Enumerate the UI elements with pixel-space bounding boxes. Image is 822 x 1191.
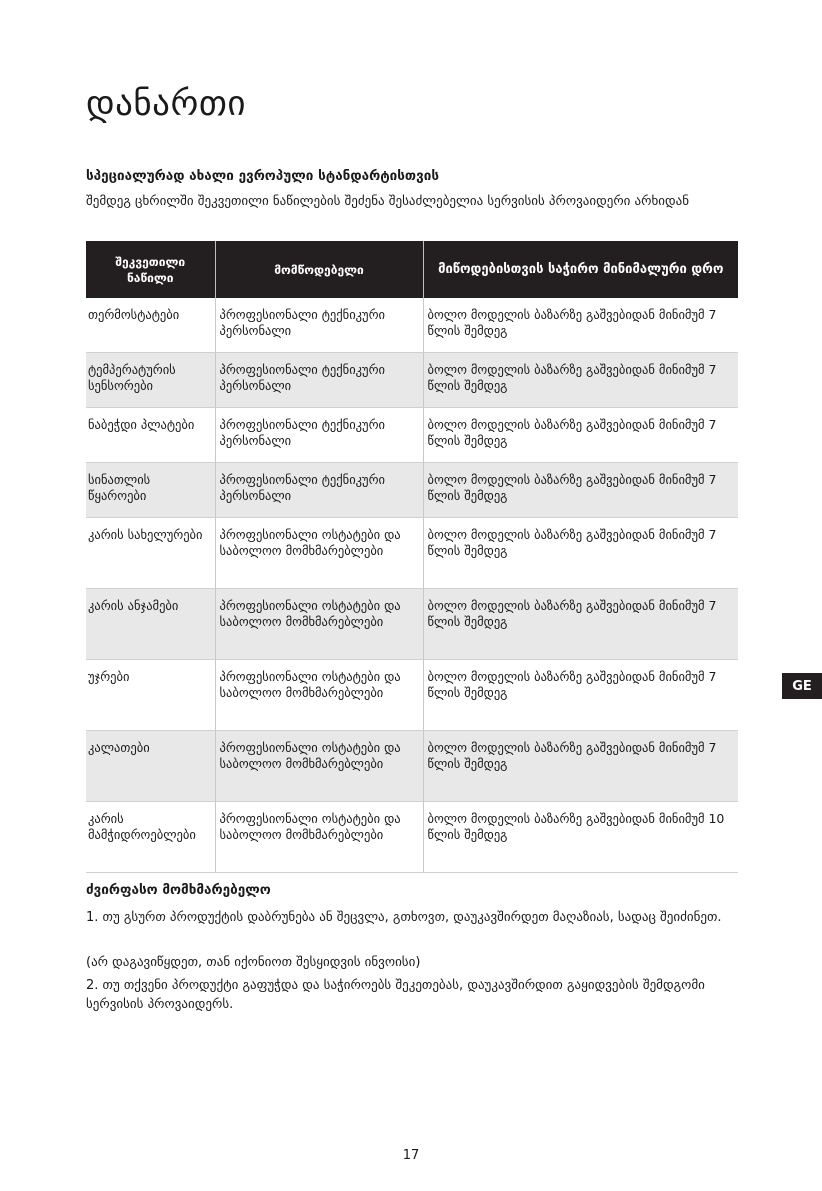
table-row — [86, 353, 738, 408]
table-row — [86, 660, 738, 731]
cell-supplier: პროფესიონალი ოსტატები და საბოლოო მომხმარებლები — [215, 518, 423, 589]
table-header-row — [86, 241, 738, 298]
cell-min-time: ბოლო მოდელის ბაზარზე გაშვებიდან მინიმუმ 7 წლის შემდეგ — [423, 589, 738, 660]
header-supplier: მომწოდებელი — [215, 241, 423, 298]
intro-paragraph: შემდეგ ცხრილში შეკვეთილი ნაწილების შეძენა შესაძლებელია სერვისის პროვაიდერი არხიდან — [86, 194, 690, 209]
cell-min-time: ბოლო მოდელის ბაზარზე გაშვებიდან მინიმუმ 7 წლის შემდეგ — [423, 298, 738, 353]
table-row — [86, 589, 738, 660]
cell-part: ნაბეჭდი პლატები — [86, 408, 215, 463]
page-number: 17 — [402, 1148, 420, 1163]
table-row — [86, 802, 738, 873]
cell-min-time: ბოლო მოდელის ბაზარზე გაშვებიდან მინიმუმ 7 წლის შემდეგ — [423, 408, 738, 463]
cell-min-time: ბოლო მოდელის ბაზარზე გაშვებიდან მინიმუმ 7 წლის შემდეგ — [423, 518, 738, 589]
table-row — [86, 408, 738, 463]
language-tab: GE — [782, 673, 822, 699]
cell-supplier: პროფესიონალი ოსტატები და საბოლოო მომხმარებლები — [215, 802, 423, 873]
faq-note: (არ დაგავიწყდეთ, თან იქონიოთ შესყიდვის ინვოისი) — [86, 955, 421, 970]
faq-heading: ძვირფასო მომხმარებელო — [86, 882, 271, 898]
table-row — [86, 298, 738, 353]
cell-supplier: პროფესიონალი ტექნიკური პერსონალი — [215, 353, 423, 408]
cell-part: კარის ანჯამები — [86, 589, 215, 660]
section-heading: სპეციალურად ახალი ევროპული სტანდარტისთვის — [86, 168, 439, 184]
spare-parts-table — [86, 241, 738, 873]
cell-min-time: ბოლო მოდელის ბაზარზე გაშვებიდან მინიმუმ 7 წლის შემდეგ — [423, 731, 738, 802]
cell-supplier: პროფესიონალი ტექნიკური პერსონალი — [215, 408, 423, 463]
cell-supplier: პროფესიონალი ოსტატები და საბოლოო მომხმარებლები — [215, 731, 423, 802]
cell-min-time: ბოლო მოდელის ბაზარზე გაშვებიდან მინიმუმ 7 წლის შემდეგ — [423, 463, 738, 518]
cell-supplier: პროფესიონალი ოსტატები და საბოლოო მომხმარებლები — [215, 660, 423, 731]
cell-part: სინათლის წყაროები — [86, 463, 215, 518]
header-min-time: მიწოდებისთვის საჭირო მინიმალური დრო — [423, 241, 738, 298]
cell-min-time: ბოლო მოდელის ბაზარზე გაშვებიდან მინიმუმ 7 წლის შემდეგ — [423, 353, 738, 408]
page-title: დანართი — [86, 84, 246, 124]
cell-part: ტემპერატურის სენსორები — [86, 353, 215, 408]
table-row — [86, 731, 738, 802]
cell-part: კალათები — [86, 731, 215, 802]
cell-part: კარის სახელურები — [86, 518, 215, 589]
cell-supplier: პროფესიონალი ტექნიკური პერსონალი — [215, 463, 423, 518]
cell-supplier: პროფესიონალი ტექნიკური პერსონალი — [215, 298, 423, 353]
cell-min-time: ბოლო მოდელის ბაზარზე გაშვებიდან მინიმუმ 10 წლის შემდეგ — [423, 802, 738, 873]
faq-item-2: 2. თუ თქვენი პროდუქტი გაფუჭდა და საჭიროებს შეკეთებას, დაუკავშირდით გაყიდვების შემდგომი სერვისის პროვაიდერს. — [86, 978, 705, 1012]
cell-part: უჯრები — [86, 660, 215, 731]
table-row — [86, 518, 738, 589]
header-part: შეკვეთილი ნაწილი — [86, 241, 215, 298]
cell-min-time: ბოლო მოდელის ბაზარზე გაშვებიდან მინიმუმ 7 წლის შემდეგ — [423, 660, 738, 731]
table-row — [86, 463, 738, 518]
cell-part: კარის მამჭიდროებლები — [86, 802, 215, 873]
cell-supplier: პროფესიონალი ოსტატები და საბოლოო მომხმარებლები — [215, 589, 423, 660]
cell-part: თერმოსტატები — [86, 298, 215, 353]
faq-item-1: 1. თუ გსურთ პროდუქტის დაბრუნება ან შეცვლა, გთხოვთ, დაუკავშირდეთ მაღაზიას, სადაც შეიძინეთ. — [86, 910, 722, 925]
